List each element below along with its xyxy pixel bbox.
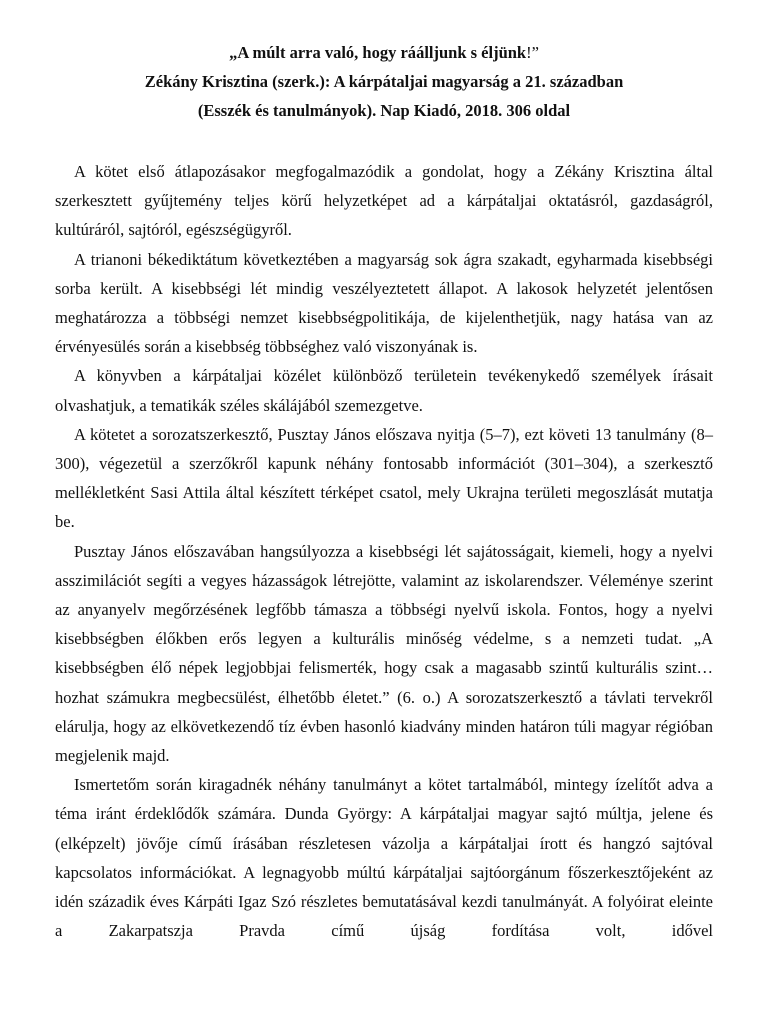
paragraph: A kötetet a sorozatszerkesztő, Pusztay János előszava nyitja (5–7), ezt követi 13 tanulmány (8–300), végezetül a szerzőkről kapunk néhány fontosabb információt (301–304), a szerkesztő mellékletként Sasi Attila által készített térképet csatol, mely Ukrajna területi megoszlását mutatja be. [55,424,713,532]
title-main: „A múlt arra való, hogy rá [229,43,417,62]
review-heading [55,38,713,125]
publication-details: (Esszék és tanulmányok). Nap Kiadó, 2018. 306 oldal [197,101,571,120]
paragraph: Pusztay János előszavában hangsúlyozza a kisebbségi lét sajátosságait, kiemeli, hogy a nyelvi asszimilációt segíti a vegyes házasságok létrejötte, valamint az iskolarendszer. Véleménye szerint az anyanyelv megőrzésének legfőbb támasza a többségi nyelvű iskola. Fontos, hogy a nyelvi kisebbségben élőkben erős legyen a kulturális minőség védelme, s a nemzeti tudat. „A kisebbségben élő népek legjobbjai felismerték, hogy csak a magasabb szintű kulturális szint…hozhat számukra megbecsülést, élhetőbb életet.” (6. o.) A sorozatszerkesztő a távlati tervekről elárulja, hogy az elkövetkezendő tíz évben hasonló kiadvány minden határon túli magyar régióban megjelenik majd. [55,541,713,766]
review-body [55,157,713,945]
review-title [55,38,713,67]
title-main-2: álljunk s éljünk [416,43,527,62]
paragraph: A kötet első átlapozásakor megfogalmazódik a gondolat, hogy a Zékány Krisztina által szerkesztett gyűjtemény teljes körű helyzetképet ad a kárpátaljai oktatásról, gazdaságról, kultúráról, sajtóról, egészségügyről. [55,162,713,240]
title-end: !” [526,43,539,62]
paragraph: Ismertetőm során kiragadnék néhány tanulmányt a kötet tartalmából, mintegy ízelítőt adva a téma iránt érdeklődők számára. Dunda György: A kárpátaljai magyar sajtó múltja, jelene és (elképzelt) jövője című írásában részletesen vázolja a kárpátaljai írott és hangzó sajtóval kapcsolatos információkat. A legnagyobb múltú kárpátaljai sajtóorgánum főszerkesztőjeként az idén századik éves Kárpáti Igaz Szó részletes bemutatásával kezdi tanulmányát. A folyóirat eleinte a Zakarpatszja Pravda című újság fordítása volt, idővel [55,775,713,941]
book-citation: Zékány Krisztina (szerk.): A kárpátaljai magyarság a 21. században [144,72,624,91]
paragraph: A könyvben a kárpátaljai közélet különböző területein tevékenykedő személyek írásait olvashatjuk, a tematikák széles skálájából szemezgetve. [55,366,713,415]
document-page [55,38,713,945]
paragraph: A trianoni békediktátum következtében a magyarság sok ágra szakadt, egyharmada kisebbségi sorba került. A kisebbségi lét mindig veszélyeztetett állapot. A lakosok helyzetét jelentősen meghatározza a többségi nemzet kisebbségpolitikája, de kijelenthetjük, nagy hatása van az érvényesülés során a kisebbség többséghez való viszonyának is. [55,249,713,357]
